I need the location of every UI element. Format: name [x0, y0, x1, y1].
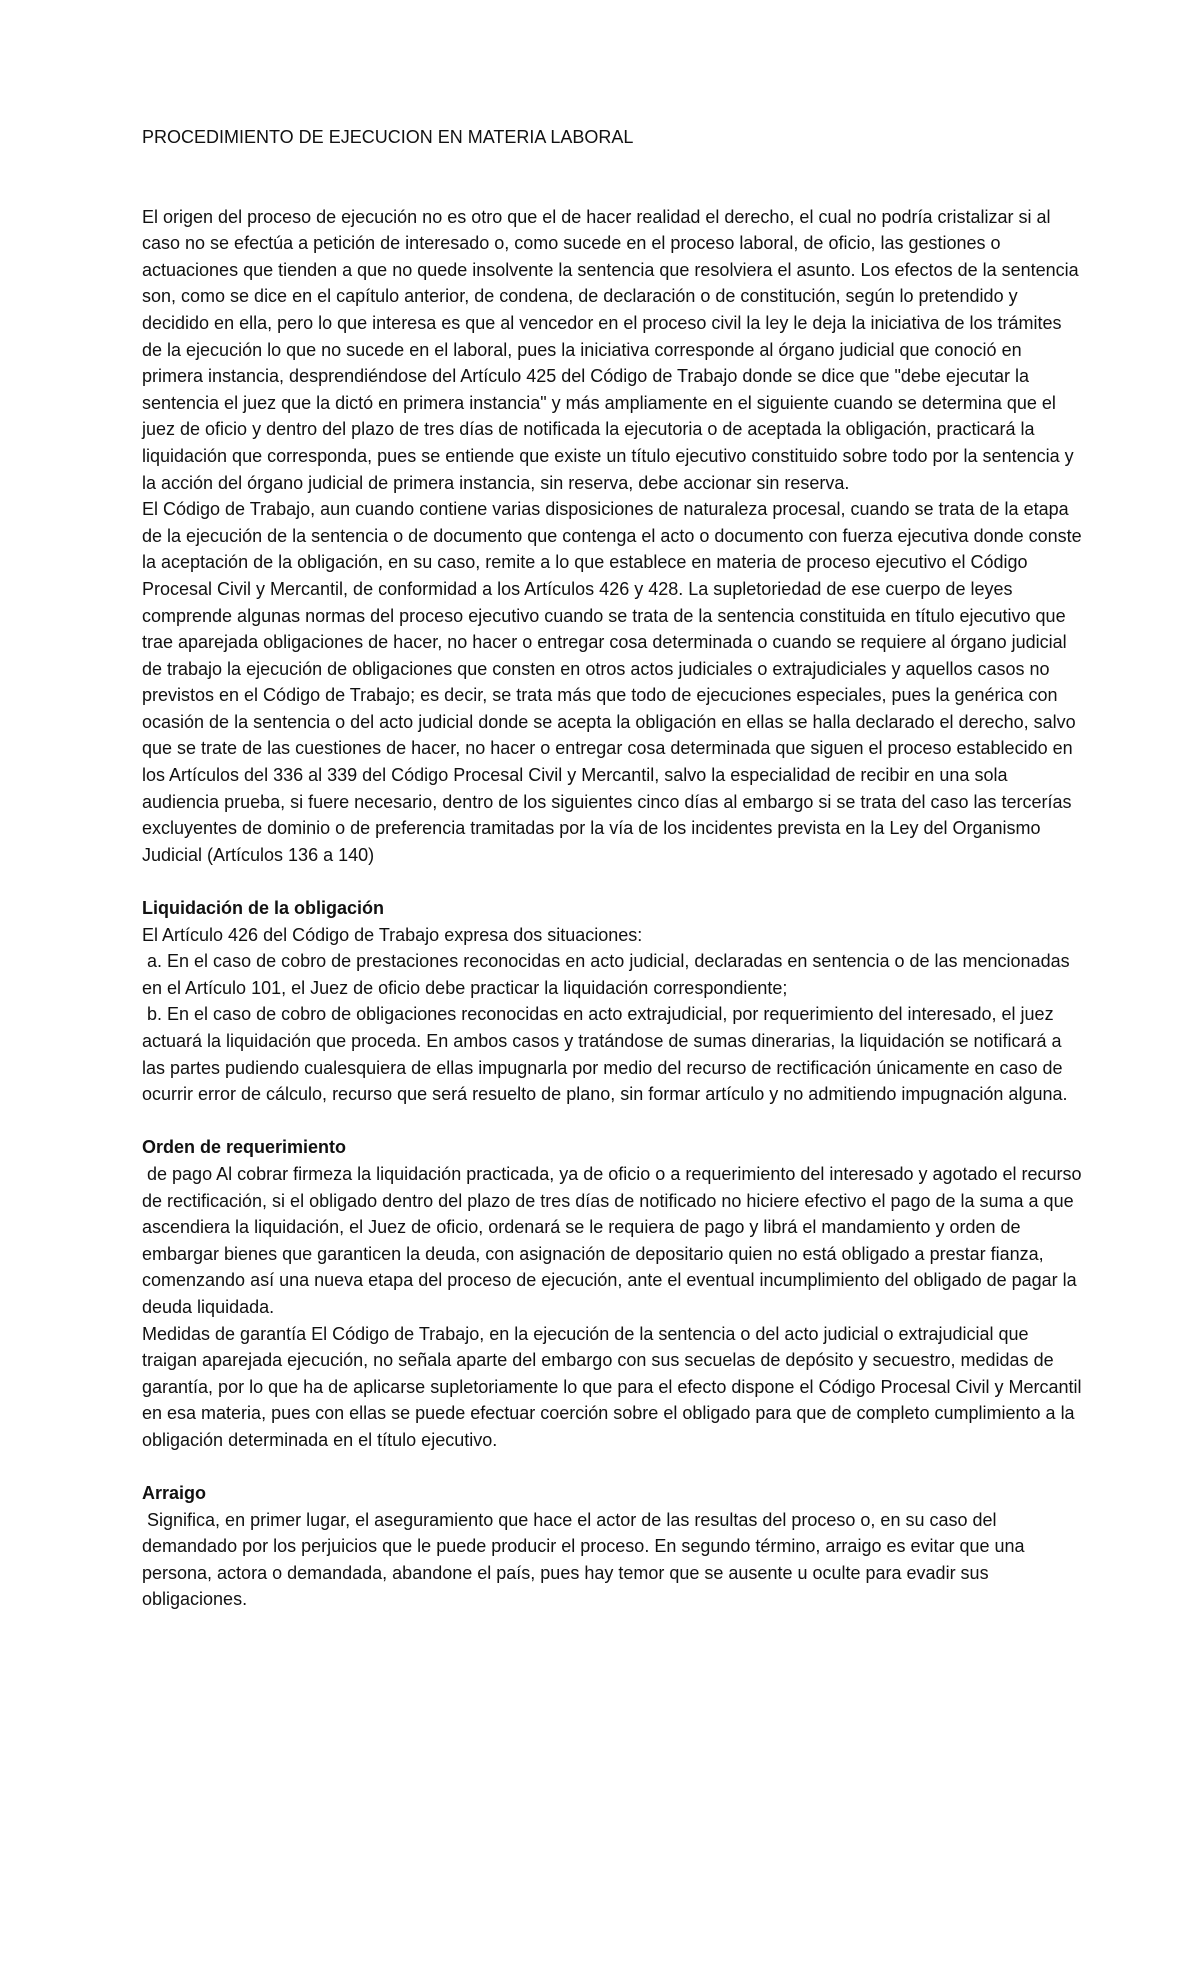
section-paragraph: Significa, en primer lugar, el aseguramiento que hace el actor de las resultas del proceso o, en su caso del demandado por los perjuicios que le puede producir el proceso. En segundo término, arraigo es evitar que una persona, actora o demandada, abandone el país, pues hay temor que se ausente u oculte para evadir sus obligaciones. — [142, 1509, 1030, 1610]
document-page — [142, 124, 1087, 1613]
intro-paragraph: El origen del proceso de ejecución no es otro que el de hacer realidad el derecho, el cual no podría cristalizar si al caso no se efectúa a petición de interesado o, como sucede en el proceso laboral, de oficio, las gestiones o actuaciones que tienden a que no quede insolvente la sentencia que resolviera el asunto. Los efectos de la sentencia son, como se dice en el capítulo anterior, de condena, de declaración o de constitución, según lo pretendido y decidido en ella, pero lo que interesa es que al vencedor en el proceso civil la ley le deja la iniciativa de los trámites de la ejecución lo que no sucede en el laboral, pues la iniciativa corresponde al órgano judicial que conoció en primera instancia, desprendiéndose del Artículo 425 del Código de Trabajo donde se dice que "debe ejecutar la sentencia el juez que la dictó en primera instancia" y más ampliamente en el siguiente cuando se determina que el juez de oficio y dentro del plazo de tres días de notificada la ejecutoria o de aceptada la obligación, practicará la liquidación que corresponda, pues se entiende que existe un título ejecutivo constituido sobre todo por la sentencia y la acción del órgano judicial de primera instancia, sin reserva, debe accionar sin reserva. — [142, 206, 1084, 493]
intro-paragraph: El Código de Trabajo, aun cuando contiene varias disposiciones de naturaleza procesal, cuando se trata de la etapa de la ejecución de la sentencia o de documento que contenga el acto o documento con fuerza ejecutiva donde conste la aceptación de la obligación, en su caso, remite a lo que establece en materia de proceso ejecutivo el Código Procesal Civil y Mercantil, de conformidad a los Artículos 426 y 428. La supletoriedad de ese cuerpo de leyes comprende algunas normas del proceso ejecutivo cuando se trata de la sentencia constituida en título ejecutivo que trae aparejada obligaciones de hacer, no hacer o entregar cosa determinada o cuando se requiere al órgano judicial de trabajo la ejecución de obligaciones que consten en otros actos judiciales o extrajudiciales y aquellos casos no previstos en el Código de Trabajo; es decir, se trata más que todo de ejecuciones especiales, pues la genérica con ocasión de la sentencia o del acto judicial donde se acepta la obligación en ellas se halla declarado el derecho, salvo que se trate de las cuestiones de hacer, no hacer o entregar cosa determinada que siguen el proceso establecido en los Artículos del 336 al 339 del Código Procesal Civil y Mercantil, salvo la especialidad de recibir en una sola audiencia prueba, si fuere necesario, dentro de los siguientes cinco días al embargo si se trata del caso las tercerías excluyentes de dominio o de preferencia tramitadas por la vía de los incidentes prevista en la Ley del Organismo Judicial (Artículos 136 a 140) — [142, 499, 1087, 865]
section-paragraph: El Artículo 426 del Código de Trabajo expresa dos situaciones: — [142, 924, 643, 945]
section-arraigo — [142, 1480, 1082, 1613]
section-liquidacion — [142, 895, 1082, 1108]
blank-line — [142, 1454, 1082, 1481]
section-orden-requerimiento — [142, 1134, 1087, 1453]
section-paragraph: de pago Al cobrar firmeza la liquidación practicada, ya de oficio o a requerimiento del interesado y agotado el recurso de rectificación, si el obligado dentro del plazo de tres días de notificado no hiciere efectivo el pago de la suma a que ascendiera la liquidación, el Juez de oficio, ordenará se le requiera de pago y librá el mandamiento y orden de embargar bienes que garanticen la deuda, con asignación de depositario quien no está obligado a prestar fianza, comenzando así una nueva etapa del proceso de ejecución, ante el eventual incumplimiento del obligado de pagar la deuda liquidada. — [142, 1163, 1087, 1317]
title-spacer — [142, 151, 1082, 204]
section-heading: Arraigo — [142, 1483, 207, 1504]
blank-line — [142, 1108, 1082, 1135]
list-item-a: a. En el caso de cobro de prestaciones reconocidas en acto judicial, declaradas en sentencia o de las mencionadas en el Artículo 101, el Juez de oficio debe practicar la liquidación correspondiente; — [142, 951, 1075, 998]
list-item-b: b. En el caso de cobro de obligaciones reconocidas en acto extrajudicial, por requerimiento del interesado, el juez actuará la liquidación que proceda. En ambos casos y tratándose de sumas dinerarias, la liquidación se notificará a las partes pudiendo cualesquiera de ellas impugnarla por medio del recurso de rectificación únicamente en caso de ocurrir error de cálculo, recurso que será resuelto de plano, sin formar artículo y no admitiendo impugnación alguna. — [142, 1004, 1068, 1105]
document-title: PROCEDIMIENTO DE EJECUCION EN MATERIA LABORAL — [142, 127, 634, 147]
blank-line — [142, 868, 1082, 895]
section-heading: Orden de requerimiento — [142, 1137, 347, 1158]
section-heading: Liquidación de la obligación — [142, 898, 385, 919]
section-paragraph: Medidas de garantía El Código de Trabajo, en la ejecución de la sentencia o del acto judicial o extrajudicial que traigan aparejada ejecución, no señala aparte del embargo con sus secuelas de depósito y secuestro, medidas de garantía, por lo que ha de aplicarse supletoriamente lo que para el efecto dispone el Código Procesal Civil y Mercantil en esa materia, pues con ellas se puede efectuar coerción sobre el obligado para que de completo cumplimiento a la obligación determinada en el título ejecutivo. — [142, 1323, 1087, 1450]
